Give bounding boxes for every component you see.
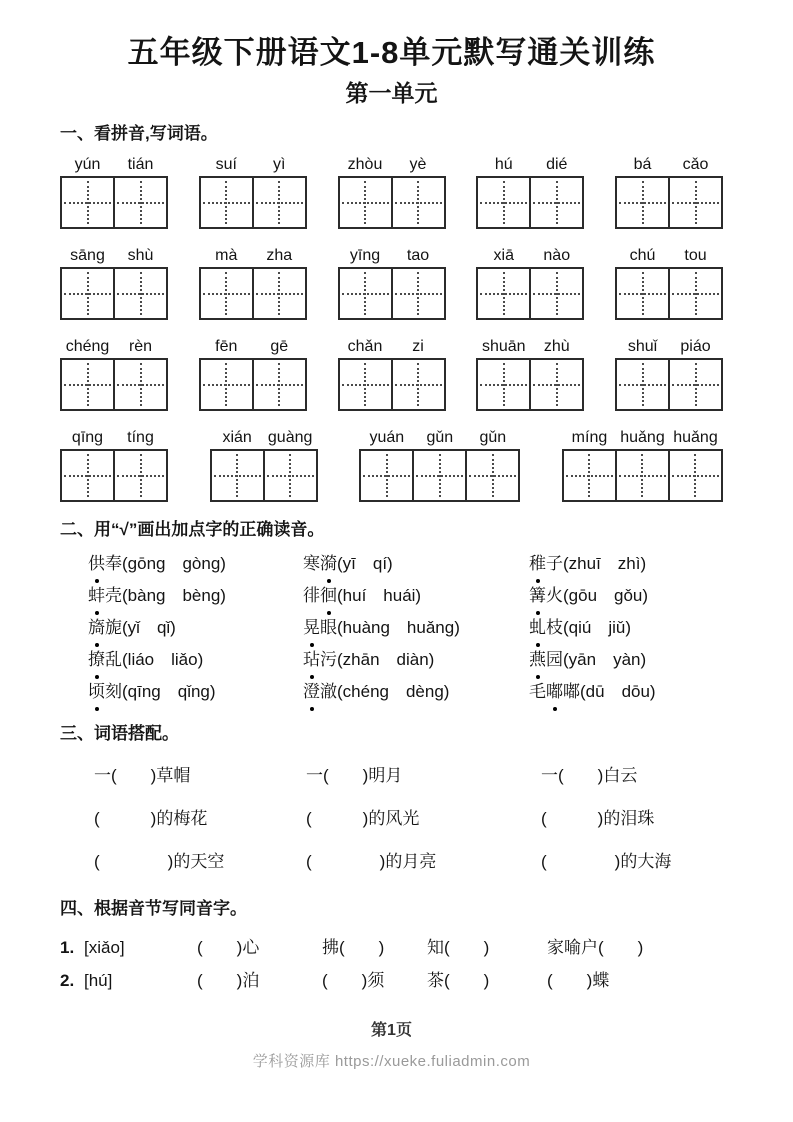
pinyin-syllable: tou <box>684 247 707 264</box>
pinyin-syllable: yún <box>74 156 101 173</box>
writing-grid <box>60 449 168 502</box>
pinyin-word-group <box>476 245 584 320</box>
pinyin-syllable: chéng <box>65 338 110 355</box>
pinyin-options: (qīng qǐng) <box>122 682 216 701</box>
writing-grid-cell <box>564 451 615 500</box>
pronunciation-item <box>88 612 303 644</box>
word-char-dotted: 稚 <box>529 548 546 580</box>
writing-grid-cell <box>478 269 529 318</box>
writing-grid-cell <box>62 178 113 227</box>
word-char-dotted: 玷 <box>303 644 320 676</box>
writing-grid-cell <box>340 178 391 227</box>
collocation-item: ( )的风光 <box>306 809 420 828</box>
word-char: 寒 <box>303 554 320 573</box>
word-char: 乱 <box>105 650 122 669</box>
writing-grid-cell <box>361 451 412 500</box>
pronunciation-row <box>88 548 723 580</box>
homophone-row <box>60 931 723 964</box>
homophone-blank-item: 茶( ) <box>427 971 490 990</box>
pinyin-label-row <box>200 336 306 358</box>
word-char: 火 <box>546 586 563 605</box>
writing-grid-cell <box>617 360 668 409</box>
writing-grid-cell <box>252 360 305 409</box>
pinyin-syllable: cǎo <box>682 156 709 173</box>
word-char: 子 <box>546 554 563 573</box>
section-4-heading: 四、根据音节写同音字。 <box>60 899 247 918</box>
pinyin-word-group <box>199 154 307 229</box>
pinyin-options: (gōu gǒu) <box>563 586 649 605</box>
writing-grid-cell <box>615 451 668 500</box>
pinyin-label-row <box>200 245 306 267</box>
pinyin-syllable: tao <box>406 247 430 264</box>
writing-grid <box>199 267 307 320</box>
word-char-dotted: 虬 <box>529 612 546 644</box>
watermark-text: 学科资源库 https://xueke.fuliadmin.com <box>252 1053 531 1070</box>
writing-grid-cell <box>340 360 391 409</box>
pinyin-word-group <box>615 336 723 411</box>
pinyin-label-row <box>616 336 722 358</box>
pinyin-options: (bàng bèng) <box>122 586 226 605</box>
writing-grid-cell <box>668 269 721 318</box>
pinyin-options: (liáo liǎo) <box>122 650 204 669</box>
writing-grid-cell <box>201 178 252 227</box>
pinyin-word-group <box>615 245 723 320</box>
writing-grid-cell <box>617 269 668 318</box>
collocation-item: ( )的天空 <box>94 852 225 871</box>
writing-grid-cell <box>62 451 113 500</box>
pronunciation-item-rows <box>60 548 723 708</box>
word-characters <box>88 618 122 637</box>
word-char: 污 <box>320 650 337 669</box>
pinyin-label-row <box>339 245 445 267</box>
homophone-blank-item: 拂( ) <box>322 938 385 957</box>
word-char: 旎 <box>105 618 122 637</box>
writing-grid <box>199 358 307 411</box>
word-char-dotted: 徊 <box>320 580 337 612</box>
pinyin-word-group <box>338 245 446 320</box>
word-char-dotted: 供 <box>88 548 105 580</box>
word-char-dotted: 晃 <box>303 612 320 644</box>
pronunciation-item <box>88 548 303 580</box>
pronunciation-item <box>88 580 303 612</box>
word-characters <box>303 682 337 701</box>
pinyin-syllable: suí <box>215 156 237 173</box>
writing-grid <box>476 267 584 320</box>
writing-grid-cell <box>617 178 668 227</box>
writing-grid-cell <box>62 360 113 409</box>
writing-grid-cell <box>391 360 444 409</box>
pinyin-syllable: shuǐ <box>627 338 658 355</box>
writing-grid <box>359 449 520 502</box>
pinyin-syllable: qīng <box>71 429 104 446</box>
collocation-item: 一( )草帽 <box>94 766 191 785</box>
pinyin-writing-grid-rows <box>60 154 723 502</box>
homophone-rows <box>60 931 723 997</box>
writing-grid <box>615 176 723 229</box>
pinyin-word-group <box>476 154 584 229</box>
pronunciation-row <box>88 612 723 644</box>
word-characters <box>529 682 580 701</box>
pronunciation-item <box>303 612 529 644</box>
writing-grid-cell <box>212 451 263 500</box>
writing-grid <box>476 176 584 229</box>
pinyin-label-row <box>616 245 722 267</box>
collocation-item: ( )的梅花 <box>94 809 208 828</box>
word-char-dotted: 漪 <box>320 548 337 580</box>
word-char: 澈 <box>320 682 337 701</box>
word-char: 眼 <box>320 618 337 637</box>
pinyin-word-group <box>338 336 446 411</box>
collocation-item: ( )的大海 <box>541 852 672 871</box>
writing-grid-cell <box>529 269 582 318</box>
pinyin-word-group <box>615 154 723 229</box>
section-1-heading: 一、看拼音,写词语。 <box>60 124 218 143</box>
writing-grid-cell <box>412 451 465 500</box>
pinyin-options: (qiú jiǔ) <box>563 618 632 637</box>
word-char-dotted: 篝 <box>529 580 546 612</box>
unit-subtitle: 第一单元 <box>345 80 438 106</box>
pinyin-syllable: sāng <box>70 247 105 264</box>
pinyin-options: (huàng huǎng) <box>337 618 460 637</box>
homophone-blank-item: ( )须 <box>322 971 385 990</box>
writing-grid <box>60 358 168 411</box>
writing-grid-cell <box>252 269 305 318</box>
pinyin-syllable: fēn <box>215 338 238 355</box>
pinyin-syllable: zhòu <box>347 156 383 173</box>
word-characters <box>529 650 563 669</box>
word-char: 壳 <box>105 586 122 605</box>
homophone-row-number: 2. <box>60 971 75 990</box>
pinyin-label-row <box>61 427 167 449</box>
word-char: 奉 <box>105 554 122 573</box>
pinyin-syllable: chǎn <box>347 338 383 355</box>
word-characters <box>303 554 337 573</box>
word-char-dotted: 燕 <box>529 644 546 676</box>
homophone-row-number: 1. <box>60 938 75 957</box>
pinyin-grid-row <box>60 154 723 229</box>
pinyin-syllable: hú <box>494 156 513 173</box>
pronunciation-item <box>529 644 723 676</box>
pinyin-syllable: piáo <box>680 338 711 355</box>
pinyin-syllable: guàng <box>267 429 313 446</box>
word-characters <box>88 586 122 605</box>
pronunciation-row <box>88 644 723 676</box>
pronunciation-item <box>303 580 529 612</box>
writing-grid <box>338 176 446 229</box>
pinyin-label-row <box>61 245 167 267</box>
word-char: 毛 <box>529 682 546 701</box>
pinyin-syllable: gǔn <box>479 429 507 446</box>
pinyin-options: (dū dōu) <box>580 682 656 701</box>
pronunciation-item <box>88 644 303 676</box>
writing-grid <box>60 267 168 320</box>
word-characters <box>303 650 337 669</box>
word-char-dotted: 旖 <box>88 612 105 644</box>
collocation-row <box>94 797 723 840</box>
collocation-item: 一( )明月 <box>306 766 403 785</box>
collocation-row <box>94 840 723 883</box>
pinyin-label-row <box>477 245 583 267</box>
pinyin-label-row <box>339 154 445 176</box>
writing-grid-cell <box>252 178 305 227</box>
word-char-dotted: 顷 <box>88 676 105 708</box>
word-char: 园 <box>546 650 563 669</box>
pinyin-label-row <box>360 427 519 449</box>
word-char: 枝 <box>546 618 563 637</box>
writing-grid-cell <box>391 269 444 318</box>
section-2-heading: 二、用“√”画出加点字的正确读音。 <box>60 520 325 539</box>
pronunciation-item <box>303 548 529 580</box>
homophone-blank-item: ( )心 <box>197 938 260 957</box>
pinyin-word-group <box>210 427 318 502</box>
homophone-syllable: [hú] <box>84 971 113 990</box>
pinyin-syllable: gǔn <box>426 429 454 446</box>
writing-grid <box>199 176 307 229</box>
pinyin-label-row <box>477 154 583 176</box>
writing-grid <box>476 358 584 411</box>
writing-grid-cell <box>478 178 529 227</box>
pinyin-syllable: zi <box>412 338 424 355</box>
pinyin-options: (yǐ qǐ) <box>122 618 176 637</box>
writing-grid-cell <box>113 451 166 500</box>
pinyin-syllable: yīng <box>349 247 381 264</box>
collocation-item: ( )的泪珠 <box>541 809 655 828</box>
word-characters <box>529 554 563 573</box>
pinyin-syllable: yuán <box>369 429 405 446</box>
pinyin-syllable: gē <box>270 338 289 355</box>
homophone-blank-item: ( )泊 <box>197 971 260 990</box>
pinyin-word-group <box>359 427 520 502</box>
writing-grid-cell <box>340 269 391 318</box>
pinyin-syllable: zhù <box>543 338 570 355</box>
pinyin-syllable: míng <box>571 429 608 446</box>
writing-grid-cell <box>668 451 721 500</box>
word-char-dotted: 撩 <box>88 644 105 676</box>
writing-grid-cell <box>529 178 582 227</box>
collocation-item-rows <box>60 754 723 883</box>
pinyin-options: (zhuī zhì) <box>563 554 647 573</box>
pinyin-label-row <box>61 336 167 358</box>
pinyin-label-row <box>477 336 583 358</box>
pinyin-label-row <box>563 427 722 449</box>
pinyin-syllable: tíng <box>127 429 154 446</box>
pinyin-label-row <box>339 336 445 358</box>
writing-grid-cell <box>201 360 252 409</box>
pronunciation-item <box>303 644 529 676</box>
pinyin-word-group <box>60 245 168 320</box>
page-number: 第1页 <box>371 1022 412 1039</box>
pinyin-syllable: shù <box>127 247 154 264</box>
writing-grid <box>615 267 723 320</box>
writing-grid <box>338 267 446 320</box>
pinyin-word-group <box>60 427 168 502</box>
pinyin-syllable: yè <box>409 156 427 173</box>
collocation-item: 一( )白云 <box>541 766 638 785</box>
homophone-blank-item: 知( ) <box>427 938 490 957</box>
pinyin-options: (gōng gòng) <box>122 554 226 573</box>
homophone-row <box>60 964 723 997</box>
pinyin-word-group <box>60 336 168 411</box>
pinyin-word-group <box>338 154 446 229</box>
pronunciation-item <box>303 676 529 708</box>
word-characters <box>529 586 563 605</box>
pinyin-syllable: nào <box>543 247 571 264</box>
writing-grid-cell <box>465 451 518 500</box>
word-char: 刻 <box>105 682 122 701</box>
pinyin-syllable: huǎng <box>620 429 665 446</box>
pinyin-word-group <box>476 336 584 411</box>
pinyin-syllable: xiā <box>493 247 514 264</box>
writing-grid <box>210 449 318 502</box>
writing-grid-cell <box>529 360 582 409</box>
pinyin-word-group <box>199 245 307 320</box>
pronunciation-row <box>88 580 723 612</box>
writing-grid-cell <box>113 360 166 409</box>
pinyin-options: (zhān diàn) <box>337 650 435 669</box>
pinyin-syllable: yì <box>273 156 286 173</box>
writing-grid-cell <box>391 178 444 227</box>
word-characters <box>88 554 122 573</box>
pronunciation-row <box>88 676 723 708</box>
pinyin-syllable: tián <box>127 156 154 173</box>
pinyin-options: (yān yàn) <box>563 650 647 669</box>
pinyin-label-row <box>200 154 306 176</box>
pronunciation-item <box>529 548 723 580</box>
word-char: 嘟 <box>563 682 580 701</box>
pinyin-label-row <box>61 154 167 176</box>
pronunciation-item <box>88 676 303 708</box>
pinyin-syllable: shuān <box>481 338 526 355</box>
pinyin-word-group <box>60 154 168 229</box>
pinyin-word-group <box>199 336 307 411</box>
collocation-row <box>94 754 723 797</box>
writing-grid-cell <box>263 451 316 500</box>
pronunciation-item <box>529 580 723 612</box>
pinyin-options: (yī qí) <box>337 554 393 573</box>
word-characters <box>88 682 122 701</box>
writing-grid-cell <box>113 178 166 227</box>
word-char-dotted: 蚌 <box>88 580 105 612</box>
pinyin-options: (chéng dèng) <box>337 682 450 701</box>
writing-grid <box>60 176 168 229</box>
pinyin-label-row <box>211 427 317 449</box>
writing-grid <box>615 358 723 411</box>
word-char-dotted: 嘟 <box>546 676 563 708</box>
writing-grid-cell <box>201 269 252 318</box>
pinyin-syllable: dié <box>546 156 568 173</box>
pinyin-syllable: chú <box>629 247 656 264</box>
page-title: 五年级下册语文1-8单元默写通关训练 <box>127 35 656 70</box>
section-3-heading: 三、词语搭配。 <box>60 724 179 743</box>
homophone-blank-item: 家喻户( ) <box>547 938 644 957</box>
pinyin-syllable: huǎng <box>673 429 718 446</box>
word-characters <box>529 618 563 637</box>
pinyin-syllable: bá <box>633 156 652 173</box>
homophone-syllable: [xiǎo] <box>84 938 125 957</box>
writing-grid-cell <box>478 360 529 409</box>
pinyin-grid-row <box>60 245 723 320</box>
writing-grid-cell <box>668 178 721 227</box>
writing-grid-cell <box>62 269 113 318</box>
pinyin-options: (huí huái) <box>337 586 422 605</box>
pinyin-grid-row <box>60 427 723 502</box>
homophone-blank-item: ( )蝶 <box>547 971 610 990</box>
pinyin-label-row <box>616 154 722 176</box>
word-char: 徘 <box>303 586 320 605</box>
writing-grid <box>338 358 446 411</box>
pinyin-syllable: rèn <box>128 338 153 355</box>
pinyin-syllable: mà <box>215 247 238 264</box>
writing-grid-cell <box>113 269 166 318</box>
word-char-dotted: 澄 <box>303 676 320 708</box>
pinyin-syllable: xián <box>222 429 252 446</box>
word-characters <box>303 618 337 637</box>
pinyin-grid-row <box>60 336 723 411</box>
pinyin-word-group <box>562 427 723 502</box>
word-characters <box>303 586 337 605</box>
collocation-item: ( )的月亮 <box>306 852 437 871</box>
pronunciation-item <box>529 612 723 644</box>
word-characters <box>88 650 122 669</box>
pinyin-syllable: zha <box>266 247 293 264</box>
pronunciation-item <box>529 676 723 708</box>
writing-grid <box>562 449 723 502</box>
writing-grid-cell <box>668 360 721 409</box>
